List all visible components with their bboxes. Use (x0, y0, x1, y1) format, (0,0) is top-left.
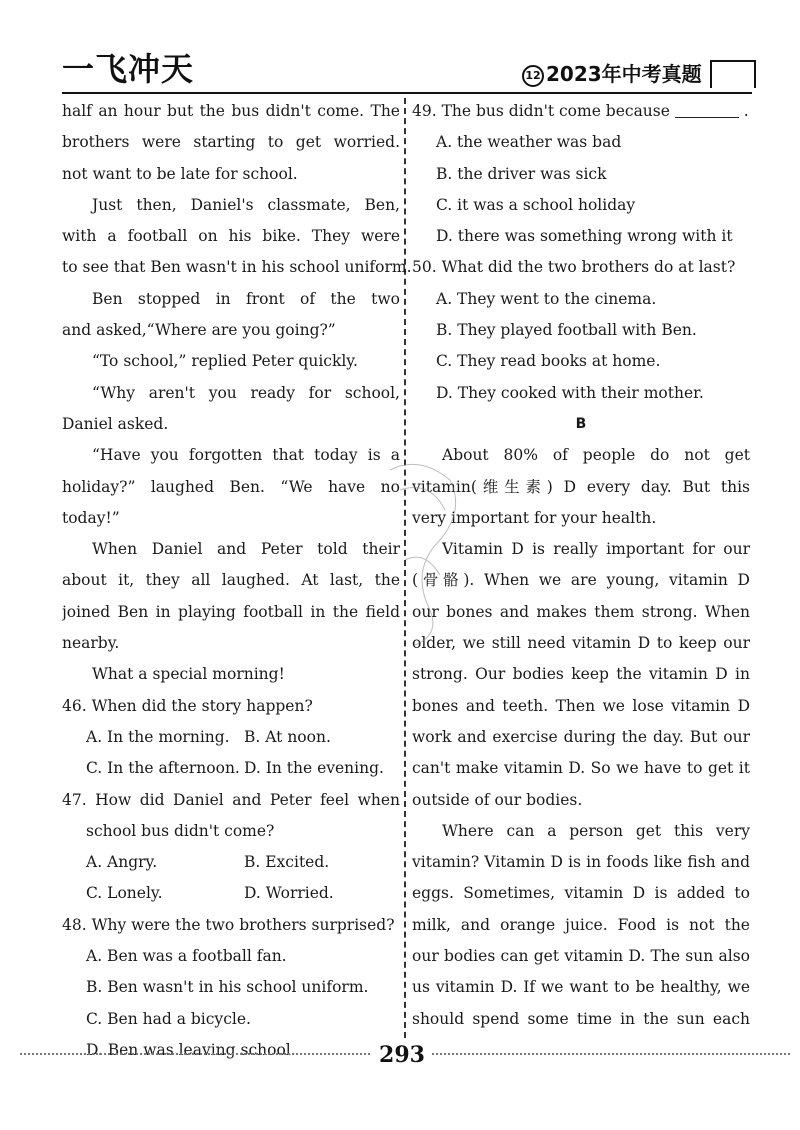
passage-b-line: About 80% of people do not get (442, 446, 750, 465)
page-number: 293 (372, 1042, 432, 1068)
passage-b-line: strong. Our bodies keep the vitamin D in (412, 665, 750, 684)
passage-line: with a football on his bike. They were (62, 227, 400, 246)
question-46-stem: 46. When did the story happen? (62, 696, 313, 715)
option-46-b[interactable]: B. At noon. (244, 727, 331, 746)
option-48-b[interactable]: B. Ben wasn't in his school uniform. (86, 978, 369, 997)
passage-line: to see that Ben wasn't in his school uniform. (62, 258, 412, 277)
question-47-options-row (62, 878, 400, 909)
passage-line: Ben stopped in front of the two (92, 289, 400, 308)
passage-line: nearby. (62, 634, 120, 653)
option-50-b[interactable]: B. They played football with Ben. (436, 321, 697, 340)
question-46-options-row (62, 753, 400, 784)
passage-line: joined Ben in playing football in the field (62, 602, 400, 621)
exam-title (522, 58, 702, 87)
passage-b-line: us vitamin D. If we want to be healthy, we (412, 978, 750, 997)
passage-b-line: can't make vitamin D. So we have to get it (412, 759, 750, 778)
question-46-options-row (62, 722, 400, 753)
passage-line: Daniel asked. (62, 414, 169, 433)
passage-b-line: milk, and orange juice. Food is not the (412, 915, 750, 934)
passage-line: not want to be late for school. (62, 164, 298, 183)
page-header (0, 0, 800, 95)
brand-title: 一飞冲天 (62, 50, 195, 88)
passage-b-line: our bones and makes them strong. When (412, 602, 750, 621)
question-49-text: 49. The bus didn't come because (412, 102, 670, 120)
question-47-stem: 47. How did Daniel and Peter feel when (62, 790, 400, 809)
passage-b-line: vitamin? Vitamin D is in foods like fish and (412, 853, 750, 872)
passage-b-line: our bodies can get vitamin D. The sun also (412, 947, 750, 966)
option-48-c[interactable]: C. Ben had a bicycle. (86, 1009, 251, 1028)
header-rule (62, 92, 752, 94)
question-47-options-row (62, 847, 400, 878)
option-50-c[interactable]: C. They read books at home. (436, 352, 661, 371)
passage-line: and asked,“Where are you going?” (62, 321, 336, 340)
passage-line: When Daniel and Peter told their (92, 540, 400, 559)
passage-line: What a special morning! (92, 665, 285, 684)
question-49-stem: 49. The bus didn't come because . (412, 96, 750, 127)
passage-b-line: outside of our bodies. (412, 790, 583, 809)
passage-line: brothers were starting to get worried. (62, 133, 400, 152)
question-48-stem: 48. Why were the two brothers surprised? (62, 915, 395, 934)
passage-b-line: work and exercise during the day. But our (412, 727, 750, 746)
passage-line: about it, they all laughed. At last, the (62, 571, 400, 590)
option-46-a[interactable]: A. In the morning. (86, 727, 230, 746)
passage-b-line: eggs. Sometimes, vitamin D is added to (412, 884, 750, 903)
passage-b-line: should spend some time in the sun each (412, 1009, 750, 1028)
passage-line: “Why aren't you ready for school, (92, 383, 400, 402)
corner-logo-box (710, 60, 756, 88)
option-49-a[interactable]: A. the weather was bad (436, 133, 622, 152)
passage-b-line: older, we still need vitamin D to keep our (412, 634, 750, 653)
passage-b-line: Where can a person get this very (442, 821, 750, 840)
option-49-c[interactable]: C. it was a school holiday (436, 195, 636, 214)
passage-line: “Have you forgotten that today is a (92, 446, 400, 465)
passage-b-line: vitamin(维生素) D every day. But this (412, 477, 750, 496)
option-50-a[interactable]: A. They went to the cinema. (436, 289, 657, 308)
option-46-d[interactable]: D. In the evening. (244, 759, 384, 778)
option-47-d[interactable]: D. Worried. (244, 884, 334, 903)
question-47-stem-cont: school bus didn't come? (86, 821, 275, 840)
passage-b-line: Vitamin D is really important for our (442, 540, 750, 559)
option-47-b[interactable]: B. Excited. (244, 853, 330, 872)
option-47-c[interactable]: C. Lonely. (86, 884, 163, 903)
passage-b-line: very important for your health. (412, 508, 657, 527)
option-49-b[interactable]: B. the driver was sick (436, 164, 607, 183)
question-50-stem: 50. What did the two brothers do at last? (412, 258, 736, 277)
faint-stamp-mark (380, 450, 470, 650)
option-48-a[interactable]: A. Ben was a football fan. (86, 947, 287, 966)
exam-title-text: 2023年中考真题 (546, 62, 702, 86)
answer-blank (675, 99, 739, 118)
option-48-d[interactable]: D. Ben was leaving school. (86, 1040, 296, 1059)
exam-number-badge: 12 (522, 65, 544, 87)
passage-line: today!” (62, 508, 120, 527)
passage-b-line: (骨骼). When we are young, vitamin D (412, 571, 750, 590)
option-50-d[interactable]: D. They cooked with their mother. (436, 383, 704, 402)
passage-line: half an hour but the bus didn't come. The (62, 102, 400, 120)
passage-line: Just then, Daniel's classmate, Ben, (92, 195, 400, 214)
passage-line: “To school,” replied Peter quickly. (92, 352, 358, 371)
passage-line: holiday?” laughed Ben. “We have no (62, 477, 400, 496)
passage-b-line: bones and teeth. Then we lose vitamin D (412, 696, 750, 715)
option-47-a[interactable]: A. Angry. (86, 853, 158, 872)
option-46-c[interactable]: C. In the afternoon. (86, 759, 240, 778)
option-49-d[interactable]: D. there was something wrong with it (436, 227, 733, 246)
section-b-title: B (575, 415, 587, 432)
